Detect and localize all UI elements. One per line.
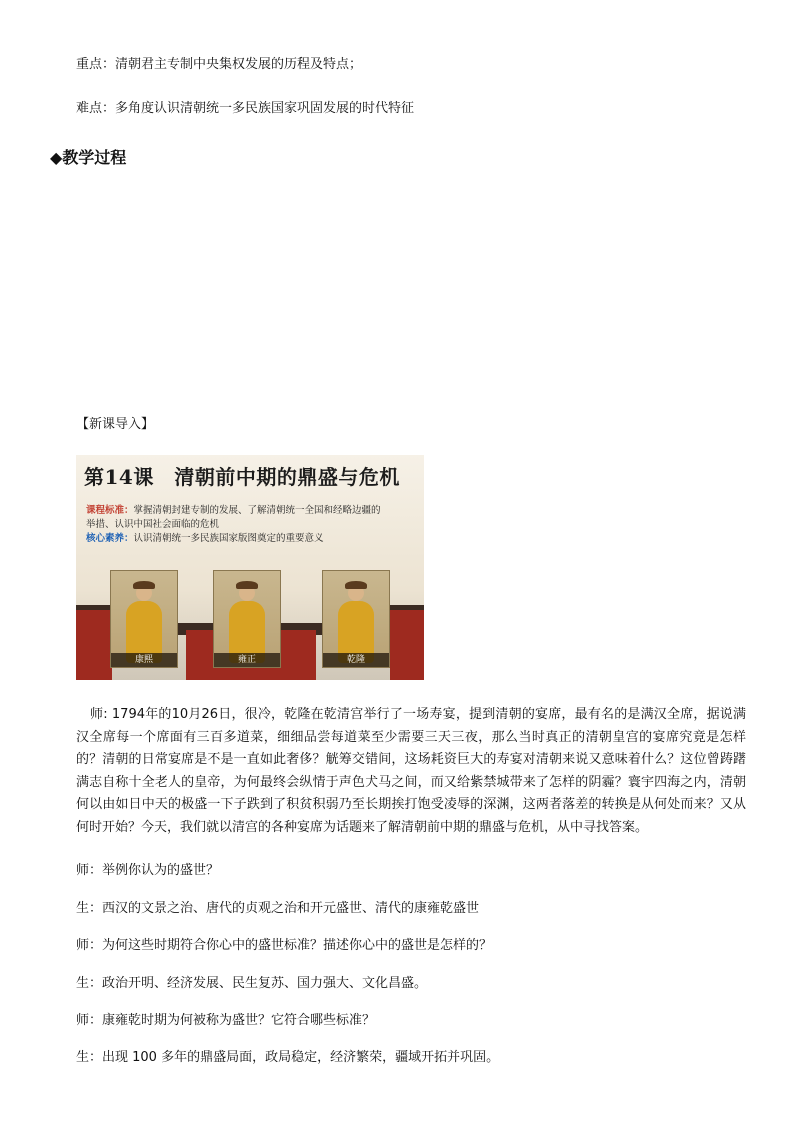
emperor-name-label: 康熙: [111, 653, 177, 667]
dialogue-line: 师：为何这些时期符合你心中的盛世标准？描述你心中的盛世是怎样的？: [76, 938, 493, 953]
palace-building-left: [76, 610, 112, 680]
slide-standard-line-1: [86, 505, 381, 517]
slide-literacy-label: 核心素养：: [86, 533, 134, 544]
slide-standard-label: 课程标准：: [86, 505, 134, 516]
dialogue-line: 师：举例你认为的盛世？: [76, 863, 220, 878]
slide-literacy-line: [86, 533, 324, 545]
slide-title: 第14课 清朝前中期的鼎盛与危机: [84, 465, 400, 489]
key-point-text: 重点：清朝君主专制中央集权发展的历程及特点；: [76, 57, 363, 72]
section-heading: ◆教学过程: [50, 148, 127, 167]
emperor-portrait-kangxi: [110, 570, 178, 668]
emperor-figure: [227, 585, 267, 663]
emperor-name-label: 乾隆: [323, 653, 389, 667]
emperor-portrait-yongzheng: [213, 570, 281, 668]
palace-building-right: [390, 610, 424, 680]
dialogue-line: 师：康雍乾时期为何被称为盛世？它符合哪些标准？: [76, 1013, 376, 1028]
emperor-figure: [124, 585, 164, 663]
dialogue-line: 生：政治开明、经济发展、民生复苏、国力强大、文化昌盛。: [76, 976, 428, 991]
dialogue-line: 生：出现 100 多年的鼎盛局面，政局稳定，经济繁荣，疆域开拓并巩固。: [76, 1050, 500, 1065]
lesson-slide-image: [76, 455, 424, 680]
slide-literacy-text: 认识清朝统一多民族国家版图奠定的重要意义: [133, 533, 324, 544]
emperor-name-label: 雍正: [214, 653, 280, 667]
slide-standard-text-1: 掌握清朝封建专制的发展、了解清朝统一全国和经略边疆的: [133, 505, 381, 516]
intro-paragraph: 师: 1794年的10月26日，很冷，乾隆在乾清宫举行了一场寿宴，提到清朝的宴席，最有名的是满汉全席，据说满汉全席每一个席面有三百多道菜，细细品尝每道菜至少需要三天三夜，那么当时真正的清朝皇宫的宴席究竟是怎样的？清朝的日常宴席是不是一直如此奢侈？觥筹交错间，这场耗资巨大的寿宴对清朝来说又意味着什么？这位曾踌躇满志自称十全老人的皇帝，为何最终会纵情于声色犬马之间，而又给紫禁城带来了怎样的阴霾？寰宇四海之内，清朝何以由如日中天的极盛一下子跌到了积贫积弱乃至长期挨打饱受凌辱的深渊，这两者落差的转换是从何处而来？又从何时开始？今天，我们就以清宫的各种宴席为话题来了解清朝前中期的鼎盛与危机，从中寻找答案。: [76, 707, 746, 835]
difficult-point-text: 难点：多角度认识清朝统一多民族国家巩固发展的时代特征: [76, 101, 415, 116]
dialogue-line: 生：西汉的文景之治、唐代的贞观之治和开元盛世、清代的康雍乾盛世: [76, 901, 480, 916]
emperor-figure: [336, 585, 376, 663]
slide-standard-line-2: 举措、认识中国社会面临的危机: [86, 519, 220, 530]
emperor-portrait-qianlong: [322, 570, 390, 668]
new-lesson-label: 【新课导入】: [76, 417, 155, 432]
